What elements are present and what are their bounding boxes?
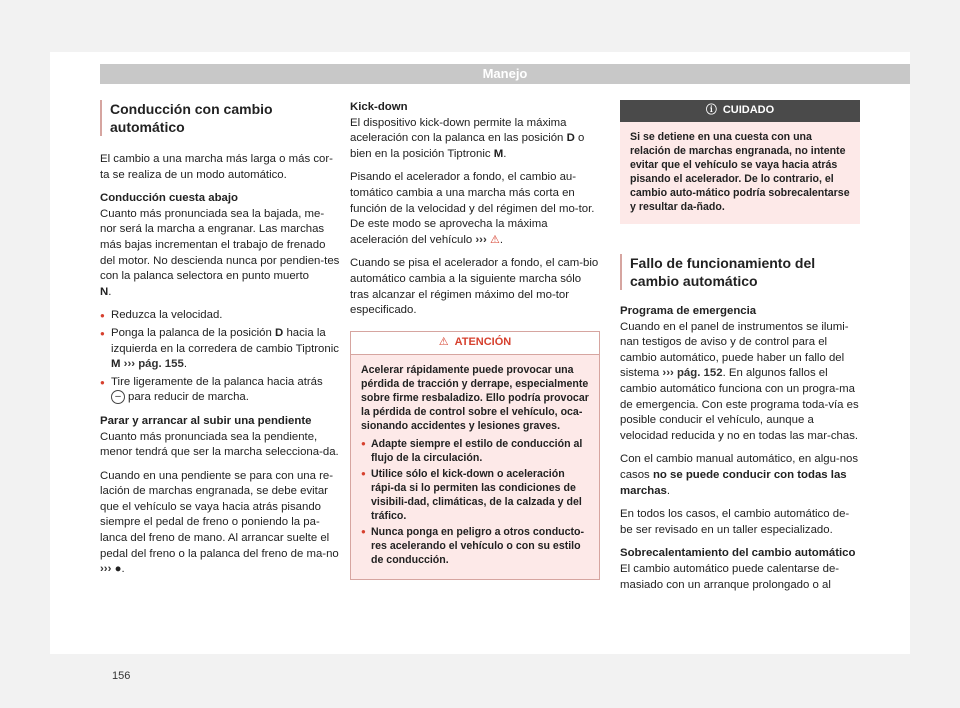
downhill-paragraph: Cuanto más pronunciada sea la bajada, me-nor será la marcha a engranar. Las marchas más bajas incrementan el trabajo de frenado del motor. No descienda nunca por pendien-tes con la palanca selectora en punto muerto N. — [100, 207, 340, 298]
downhill-heading: Conducción cuesta abajo — [100, 192, 238, 205]
warning-triangle-icon: ⚠ — [438, 335, 449, 348]
kickdown-heading: Kick-down — [350, 101, 408, 113]
info-circle-icon: ⓘ — [705, 104, 717, 117]
caution-box — [620, 100, 860, 224]
warning-header — [351, 332, 599, 355]
warning-box — [350, 331, 600, 580]
bullet-reduce-speed: ● Reduzca la velocidad. — [100, 308, 340, 324]
warning-bullet: ● Utilice sólo el kick-down o aceleración rápi-da si lo permiten las condiciones de visibili-dad, climáticas, de la calzada y del tráfico. — [361, 467, 589, 523]
intro-paragraph: El cambio a una marcha más larga o más cor-ta se realiza de un modo automático. — [100, 153, 333, 181]
kickdown-paragraph-3: Cuando se pisa el acelerador a fondo, el cam-bio automático cambia a la siguiente marcha sólo tras alcanzar el régimen máximo del mo-tor especificado. — [350, 257, 599, 317]
column-3 — [620, 100, 860, 601]
column-2 — [350, 100, 600, 580]
column-1 — [100, 100, 340, 586]
caution-header — [620, 100, 860, 122]
overheat-paragraph: El cambio automático puede calentarse de-masiado con un arranque prolongado o al — [620, 562, 840, 591]
page-number: 156 — [112, 670, 131, 682]
bullet-move-lever: ● Ponga la palanca de la posición D hacia la izquierda en la corredera de cambio Tiptronic M ››› pág. 155. — [100, 326, 340, 373]
caution-body: Si se detiene en una cuesta con una relación de marchas engranada, no intente evitar que el vehículo se vaya hacia atrás pisando el acelerador. De lo contrario, el cambio auto-mático podría sobrecalentarse y resultar da-ñado. — [620, 122, 860, 224]
warning-intro: Acelerar rápidamente puede provocar una pérdida de tracción y derrape, especialmente sobre firme resbaladizo. Ello podría provocar la pérdida de control sobre el vehículo, oca-sionando accidentes y lesiones graves. — [361, 363, 589, 432]
manual-paragraph: Con el cambio manual automático, en algu-nos casos no se puede conducir con todas las marchas. — [620, 453, 859, 497]
warning-body — [351, 355, 599, 579]
warning-title: ATENCIÓN — [454, 335, 512, 348]
page-header: Manejo — [100, 64, 910, 84]
kickdown-paragraph-2: Pisando el acelerador a fondo, el cambio au-tomático cambia a una marcha más corta en función de la velocidad y del régimen del mo-tor. De este modo se aprovecha la máxima aceleración del vehículo ››› ⚠. — [350, 171, 595, 246]
emergency-heading: Programa de emergencia — [620, 305, 757, 317]
uphill-paragraph-1: Cuanto más pronunciada sea la pendiente, menor tendrá que ser la marcha selecciona-da. — [100, 430, 339, 459]
section-title: Conducción con cambio automático — [100, 100, 340, 136]
caution-title: CUIDADO — [722, 104, 775, 117]
info-circle-icon: ● — [114, 563, 122, 576]
warning-triangle-icon: ⚠ — [489, 233, 500, 246]
bullet-pull-lever: ● Tire ligeramente de la palanca hacia atrás – para reducir de marcha. — [100, 375, 340, 406]
section-title-malfunction: Fallo de funcionamiento del cambio automático — [620, 254, 860, 290]
warning-bullet: ● Adapte siempre el estilo de conducción al flujo de la circulación. — [361, 437, 589, 465]
minus-icon: – — [111, 390, 125, 404]
manual-page — [50, 52, 910, 682]
overheat-heading: Sobrecalentamiento del cambio automático — [620, 547, 856, 560]
uphill-heading: Parar y arrancar al subir una pendiente — [100, 414, 312, 427]
kickdown-paragraph-1: El dispositivo kick-down permite la máxima aceleración con la palanca en las posición D o bien en la posición Tiptronic M. — [350, 116, 585, 160]
workshop-paragraph: En todos los casos, el cambio automático de-be ser revisado en un taller especializado. — [620, 508, 850, 536]
uphill-paragraph-2: Cuando en una pendiente se para con una re-lación de marchas engranada, se debe evitar que el vehículo se vaya hacia atrás pisando siempre el pedal de freno o poniendo la pa-lanca del freno de mano. Al arrancar suelte el pedal del freno o la palanca del freno de ma-no ››› ●. — [100, 469, 339, 576]
warning-bullet: ● Nunca ponga en peligro a otros conducto-res acelerando el vehículo o con su estilo de conducción. — [361, 525, 589, 567]
emergency-paragraph: Cuando en el panel de instrumentos se ilumi-nan testigos de aviso y de control para el cambio automático, puede haber un fallo del sistema ››› pág. 152. En algunos fallos el cambio automático funciona con un progra-ma de emergencia. Con este programa toda-vía es posible conducir el vehículo, aunque a velocidad reducida y no en todas las mar-chas. — [620, 320, 859, 442]
